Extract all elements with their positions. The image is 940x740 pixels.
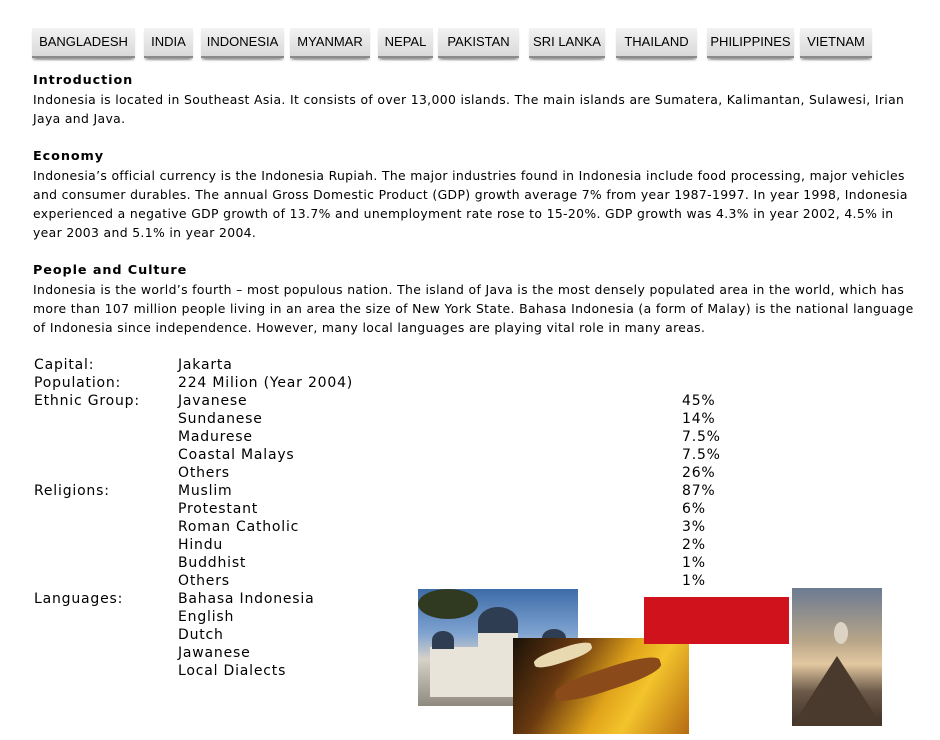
dancer-photo [513,638,689,734]
religion-percent: 2% [682,537,706,553]
people-culture-text: Indonesia is the world’s fourth – most populous nation. The island of Java is the most densely populated area in the world, which has more than 107 million people living in an area the size of New York State. Bahasa Indonesia (a form of Malay) is the national language of Indonesia since independence. However, many local languages are playing vital role in many areas. [33,282,914,335]
mosque-left-dome [432,631,454,649]
economy-heading: Economy [33,149,104,164]
religions-label: Religions: [34,483,110,499]
religion-row [34,482,754,500]
religion-name: Protestant [178,501,259,517]
tab-vietnam[interactable]: VIETNAM [800,28,872,58]
religion-name: Muslim [178,483,233,499]
tab-india[interactable]: INDIA [144,28,193,58]
introduction-text: Indonesia is located in Southeast Asia. It consists of over 13,000 islands. The main islands are Sumatera, Kalimantan, Sulawesi, Irian Jaya and Java. [33,92,905,126]
dancer-headdress [532,639,593,671]
population-value: 224 Milion (Year 2004) [178,375,354,391]
tab-bangladesh[interactable]: BANGLADESH [32,28,135,58]
tab-indonesia[interactable]: INDONESIA [201,28,284,58]
ethnic-percent: 7.5% [682,447,721,463]
volcano-photo [792,588,882,726]
tab-sri-lanka[interactable]: SRI LANKA [529,28,605,58]
mosque-tower [478,633,518,653]
flag-red-band [644,597,789,644]
population-label: Population: [34,375,122,391]
religion-name: Hindu [178,537,224,553]
ethnic-row [34,428,754,446]
capital-value: Jakarta [178,357,233,373]
country-article [33,71,918,356]
religion-row [34,572,754,590]
ethnic-name: Others [178,465,230,481]
tab-philippines[interactable]: PHILIPPINES [707,28,794,58]
volcano-smoke [834,622,848,644]
religion-row [34,518,754,536]
languages-label: Languages: [34,591,124,607]
ethnic-name: Sundanese [178,411,263,427]
language-name: Local Dialects [178,663,287,679]
economy-text: Indonesia’s official currency is the Indonesia Rupiah. The major industries found in Indonesia include food processing, major vehicles and consumer durables. The annual Gross Domestic Product (GDP) growth average 7% from year 1987-1997. In year 1998, Indonesia experienced a negative GDP growth of 13.7% and unemployment rate rose to 15-20%. GDP growth was 4.3% in year 2002, 4.5% in year 2003 and 5.1% in year 2004. [33,168,908,240]
religion-percent: 1% [682,555,706,571]
capital-row [34,356,754,374]
language-name: English [178,609,235,625]
language-name: Jawanese [178,645,251,661]
religion-row [34,554,754,572]
religion-percent: 87% [682,483,716,499]
population-row [34,374,754,392]
tab-pakistan[interactable]: PAKISTAN [438,28,519,58]
ethnic-percent: 14% [682,411,716,427]
religion-name: Roman Catholic [178,519,300,535]
language-name: Bahasa Indonesia [178,591,315,607]
tab-nepal[interactable]: NEPAL [378,28,433,58]
language-name: Dutch [178,627,224,643]
ethnic-percent: 26% [682,465,716,481]
ethnic-name: Coastal Malays [178,447,295,463]
capital-label: Capital: [34,357,95,373]
religion-name: Buddhist [178,555,247,571]
introduction-heading: Introduction [33,73,134,88]
ethnic-name: Madurese [178,429,253,445]
ethnic-row [34,410,754,428]
people-culture-heading: People and Culture [33,263,188,278]
ethnic-row [34,392,754,410]
ethnic-percent: 45% [682,393,716,409]
ethnic-percent: 7.5% [682,429,721,445]
religion-percent: 6% [682,501,706,517]
ethnic-name: Javanese [178,393,248,409]
ethnic-row [34,446,754,464]
religion-row [34,500,754,518]
tab-thailand[interactable]: THAILAND [616,28,697,58]
ethnic-row [34,464,754,482]
religion-percent: 3% [682,519,706,535]
religion-percent: 1% [682,573,706,589]
tab-myanmar[interactable]: MYANMAR [290,28,370,58]
religion-name: Others [178,573,230,589]
mosque-tree [418,589,478,619]
volcano-mountain [792,656,882,726]
ethnic-group-label: Ethnic Group: [34,393,140,409]
religion-row [34,536,754,554]
